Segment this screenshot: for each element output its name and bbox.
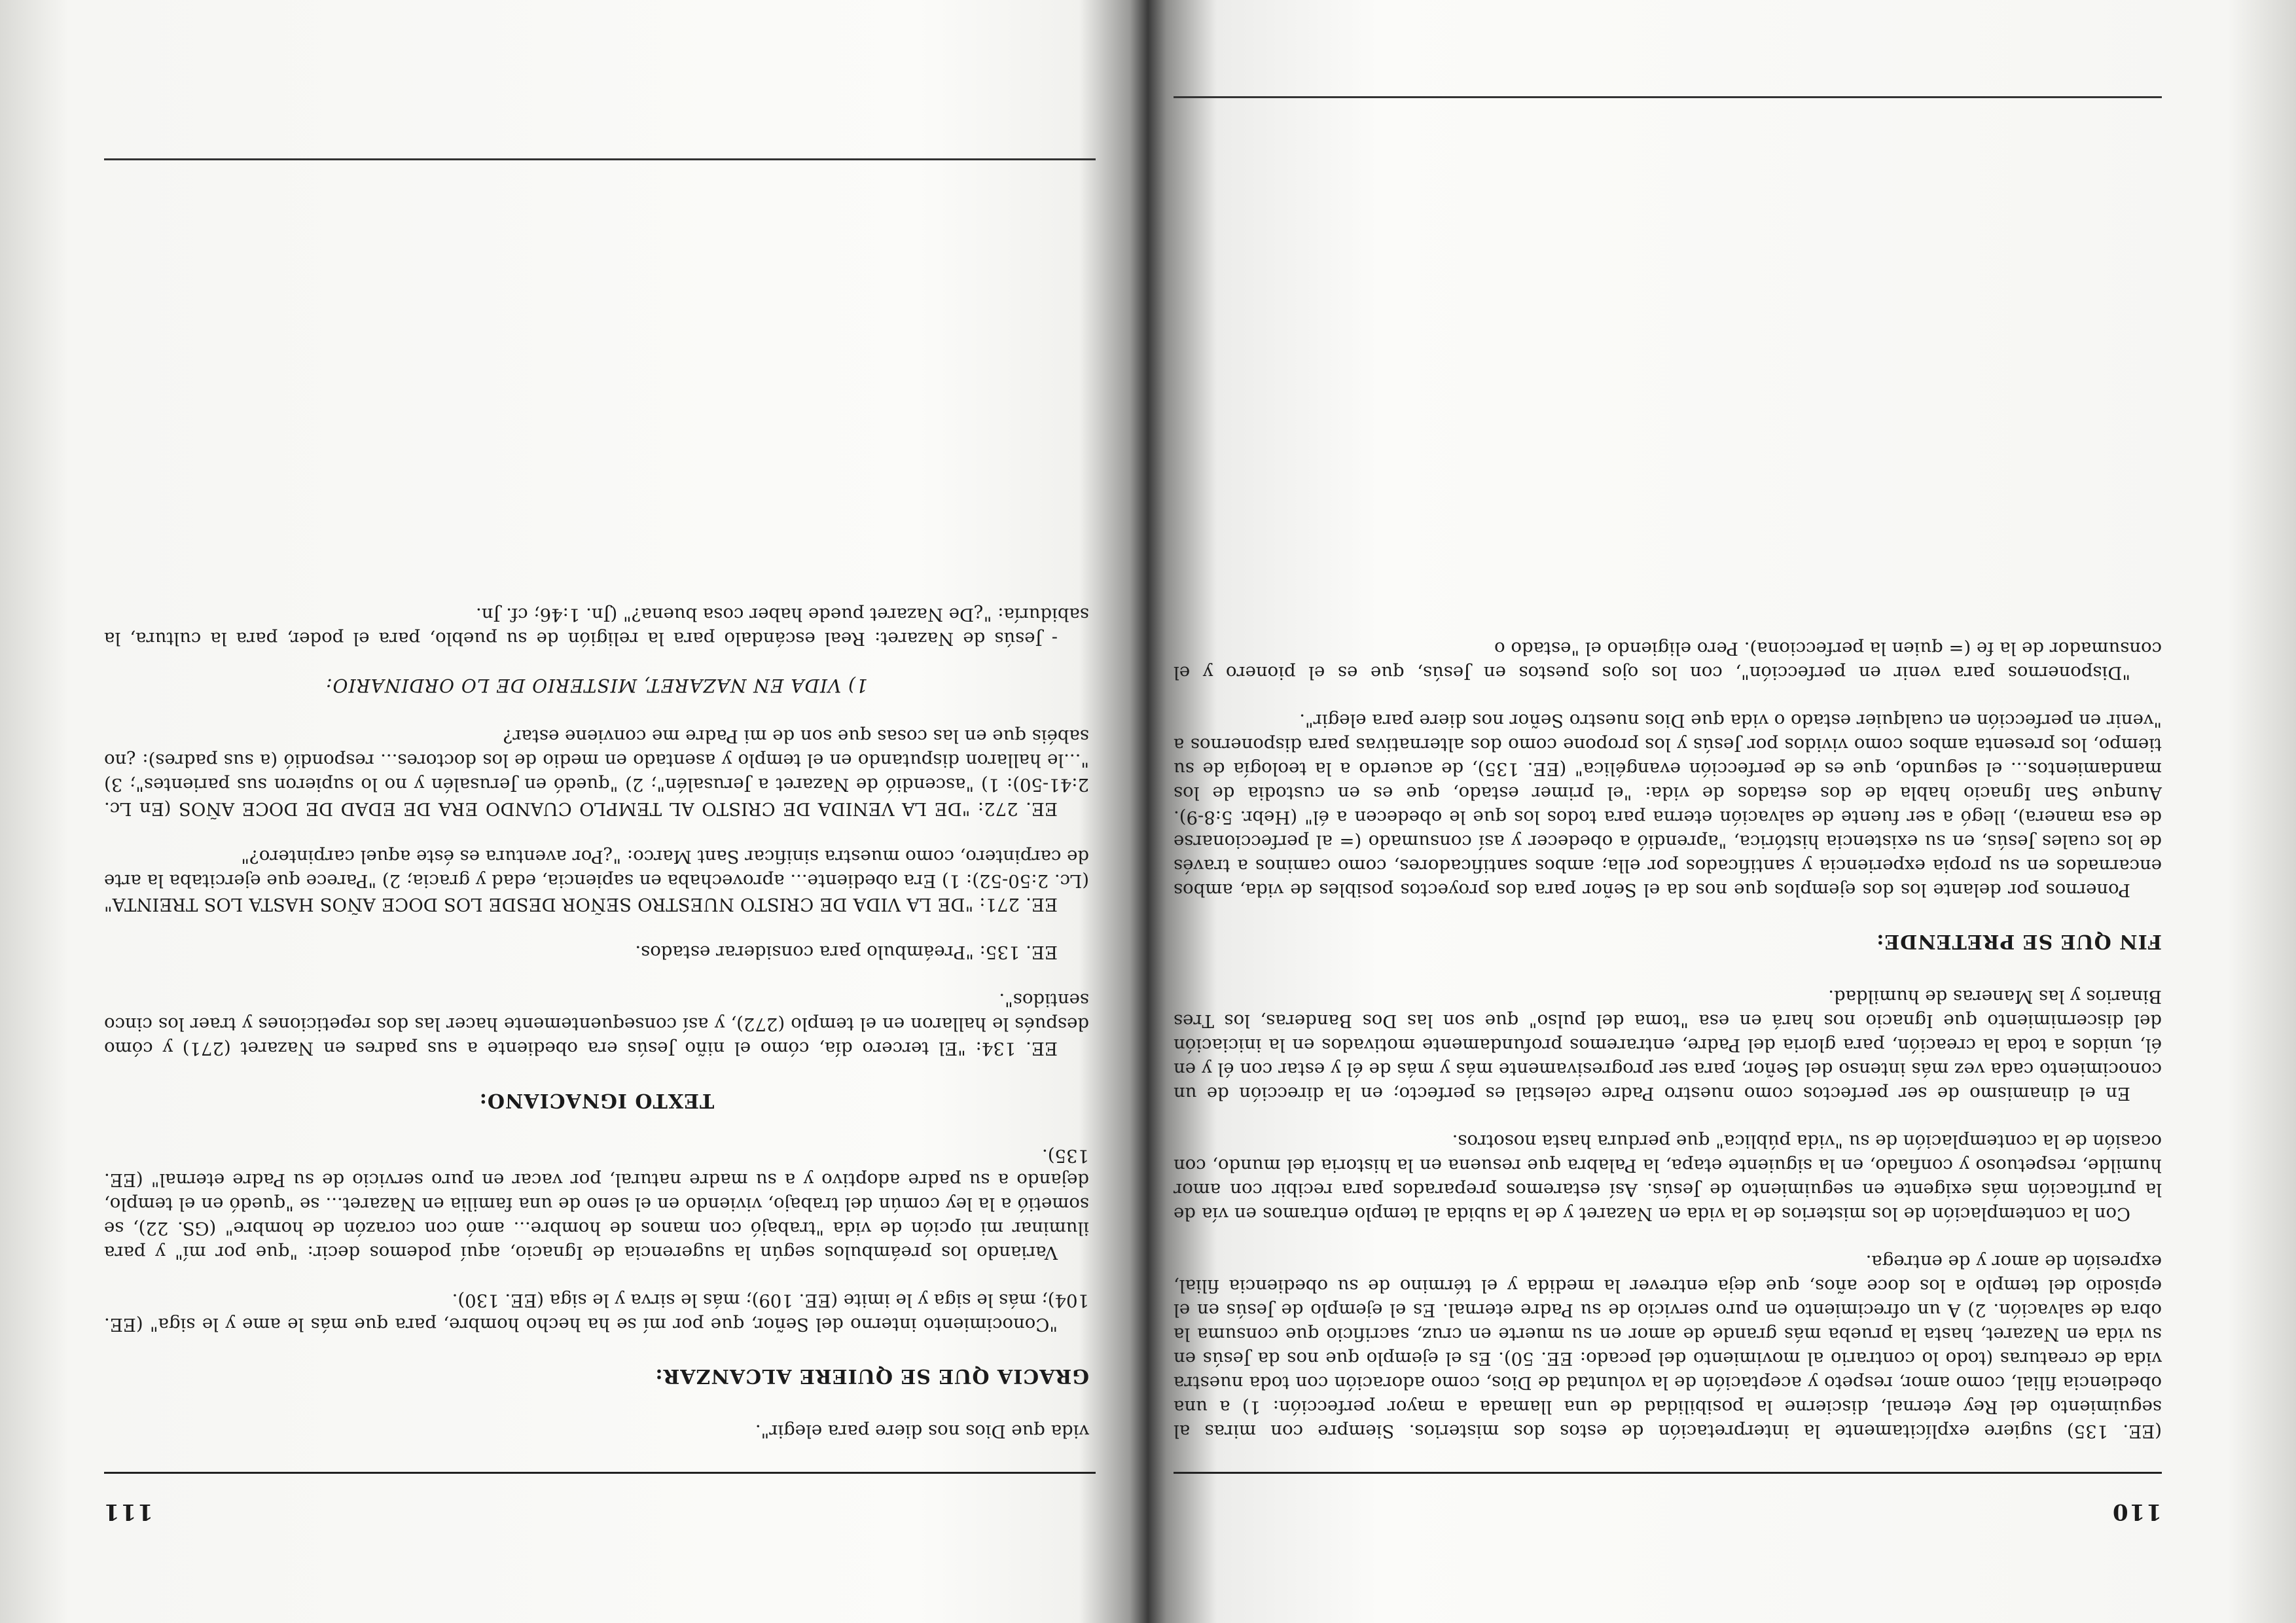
quote-paragraph: EE. 134: "El tercero día, cómo el niño Jesús era obediente a sus padres en Nazaret (271) y cómo después le hallaron en el templo (272), y así consequentemente hacer las dos repeticiones y traer los cinco sentidos". <box>104 990 1089 1060</box>
quote-paragraph: EE. 135: "Preámbulo para considerar estados. <box>635 942 1058 963</box>
page-number: 111 <box>103 1499 153 1525</box>
section-heading: FIN QUE SE PRETENDE: <box>1876 930 2162 954</box>
page-number: 110 <box>2111 1499 2162 1525</box>
paragraph: - Jesús de Nazaret: Real escándalo para la religión de su pueblo, para el poder, para la cultura, la sabiduría: "¿De Nazaret puede haber cosa buena?" (Jn. 1:46; cf. Jn. <box>104 603 1089 649</box>
header-rule <box>1174 1472 2162 1474</box>
subsection-heading: 1) VIDA EN NAZARET, MISTERIO DE LO ORDINARIO: <box>325 674 868 696</box>
quote-paragraph: EE. 271: "DE LA VIDA DE CRISTO NUESTRO SEÑOR DESDE LOS DOCE AÑOS HASTA LOS TREINTA" (Lc. 2:50-52): 1) Era obediente... aprovechaba en sapiencia, edad y gracia; 2) "Parece que ejercitaba la arte de carpintero, como muestra sinificar Sant Marco: "¿Por aventura es éste aquel carpintero?" <box>104 846 1089 916</box>
section-heading: GRACIA QUE SE QUIERE ALCANZAR: <box>655 1364 1089 1388</box>
paragraph: "Disponernos para venir en perfección", con los ojos puestos en Jesús, que es el pionero y el consumador de la fe (= quien la perfecciona). Pero eligiendo el "estado o <box>1174 638 2162 684</box>
paragraph: Con la contemplación de los misterios de la vida en Nazaret y de la subida al templo entramos en vía de la purificación más exigente en seguimiento de Jesús. Así estaremos preparados para recibir con amor humilde, respetuoso y confiado, en la siguiente etapa, la Palabra que resuena en la historia del mundo, con ocasión de la contemplación de su "vida pública" que perdura hasta nosotros. <box>1174 1131 2162 1225</box>
header-rule <box>104 1472 1096 1474</box>
paragraph: En el dinamismo de ser perfectos como nuestro Padre celestial es perfecto; en la dirección de un conocimiento cada vez más intenso del Señor, para ser progresivamente más y más de él y estar con él y en él, unidos a toda la creación, para gloria del Padre, entraremos profundamente motivados en la iniciación del discernimiento que Ignacio nos hará en esa "toma del pulso" que son las Dos Banderas, los Tres Binarios y las Maneras de humildad. <box>1174 986 2162 1105</box>
quote-paragraph: EE. 272: "DE LA VENIDA DE CRISTO AL TEMPLO CUANDO ERA DE EDAD DE DOCE AÑOS (En Lc. 2:41-50): 1) "ascendió de Nazaret a Jerusalén"; 2) "quedó en Jerusalén y no lo supieron sus parientes"; 3) "...le hallaron disputando en el templo y asentado en medio de los doctores... respondió (a sus padres): ¿no sabéis que en las cosas que son de mi Padre me conviene estar? <box>104 725 1089 819</box>
page-110 <box>1148 0 2296 1623</box>
footer-rule <box>1174 96 2162 98</box>
paragraph: (EE. 135) sugiere explícitamente la interpretación de estos dos misterios. Siempre con miras al seguimiento del Rey eternal, discierne la posibilidad de una llamada a mayor perfección: 1) a una obediencia filial, como amor, respeto y aceptación de la voluntad de Dios, como adoración con toda nuestra vida de creaturas (todo lo contrario al movimiento del pecado: EE. 50). Es el ejemplo que nos da Jesús en su vida en Nazaret, hasta la prueba más grande de amor en su muerte en cruz, sacrificio que consuma la obra de salvación. 2) A un ofrecimiento en puro servicio de su Padre eternal. Es el ejemplo de Jesús en el episodio del templo a los doce años, que deja entrever la medida y el término de su obediencia filial, expresión de amor y de entrega. <box>1174 1251 2162 1442</box>
paragraph: vida que Dios nos diere para elegir". <box>755 1421 1089 1442</box>
paragraph: Ponernos por delante los dos ejemplos que nos da el Señor para dos proyectos posibles de vida, ambos encarnados en su propia experiencia y santificados por ella; ambos santificadores, como caminos a través de los cuales Jesús, en su existencia histórica, "aprendió a obedecer y así consumado (= al perfeccionarse de esa manera), llegó a ser fuente de salvación eterna para todos los que le obedecen a él" (Hebr. 5:8-9). Aunque San Ignacio habla de dos estados de vida: "el primer estado, que es en custodia de los mandamientos... el segundo, que es de perfección evangélica" (EE. 135), de acuerdo a la teología de su tiempo, los presenta ambos como vividos por Jesús y los propone como dos alternativas para disponernos a "venir en perfección en cualquier estado o vida que Dios nuestro Señor nos diere para elegir". <box>1174 710 2162 901</box>
page-111-body <box>104 602 1089 1443</box>
paragraph: Variando los preámbulos según la sugerencia de Ignacio, aquí podemos decir: "que por mí" y para iluminar mi opción de vida "trabajó con manos de hombre... amó con corazón de hombre" (GS. 22), se sometió a la ley común del trabajo, viviendo en el seno de una familia en Nazaret... se "quedó en el templo, dejando a su padre adoptivo y a su madre natural, por vacar en puro servicio de su Padre eternal" (EE. 135). <box>104 1145 1089 1263</box>
footer-rule <box>104 158 1096 160</box>
page-110-body <box>1174 636 2162 1443</box>
section-heading: TEXTO IGNACIANO: <box>478 1088 715 1112</box>
paragraph: "Conocimiento interno del Señor, que por mí se ha hecho hombre, para que más le ame y le siga" (EE. 104); más le siga y le imite (EE. 109); más le sirva y le siga (EE. 130). <box>104 1289 1089 1335</box>
